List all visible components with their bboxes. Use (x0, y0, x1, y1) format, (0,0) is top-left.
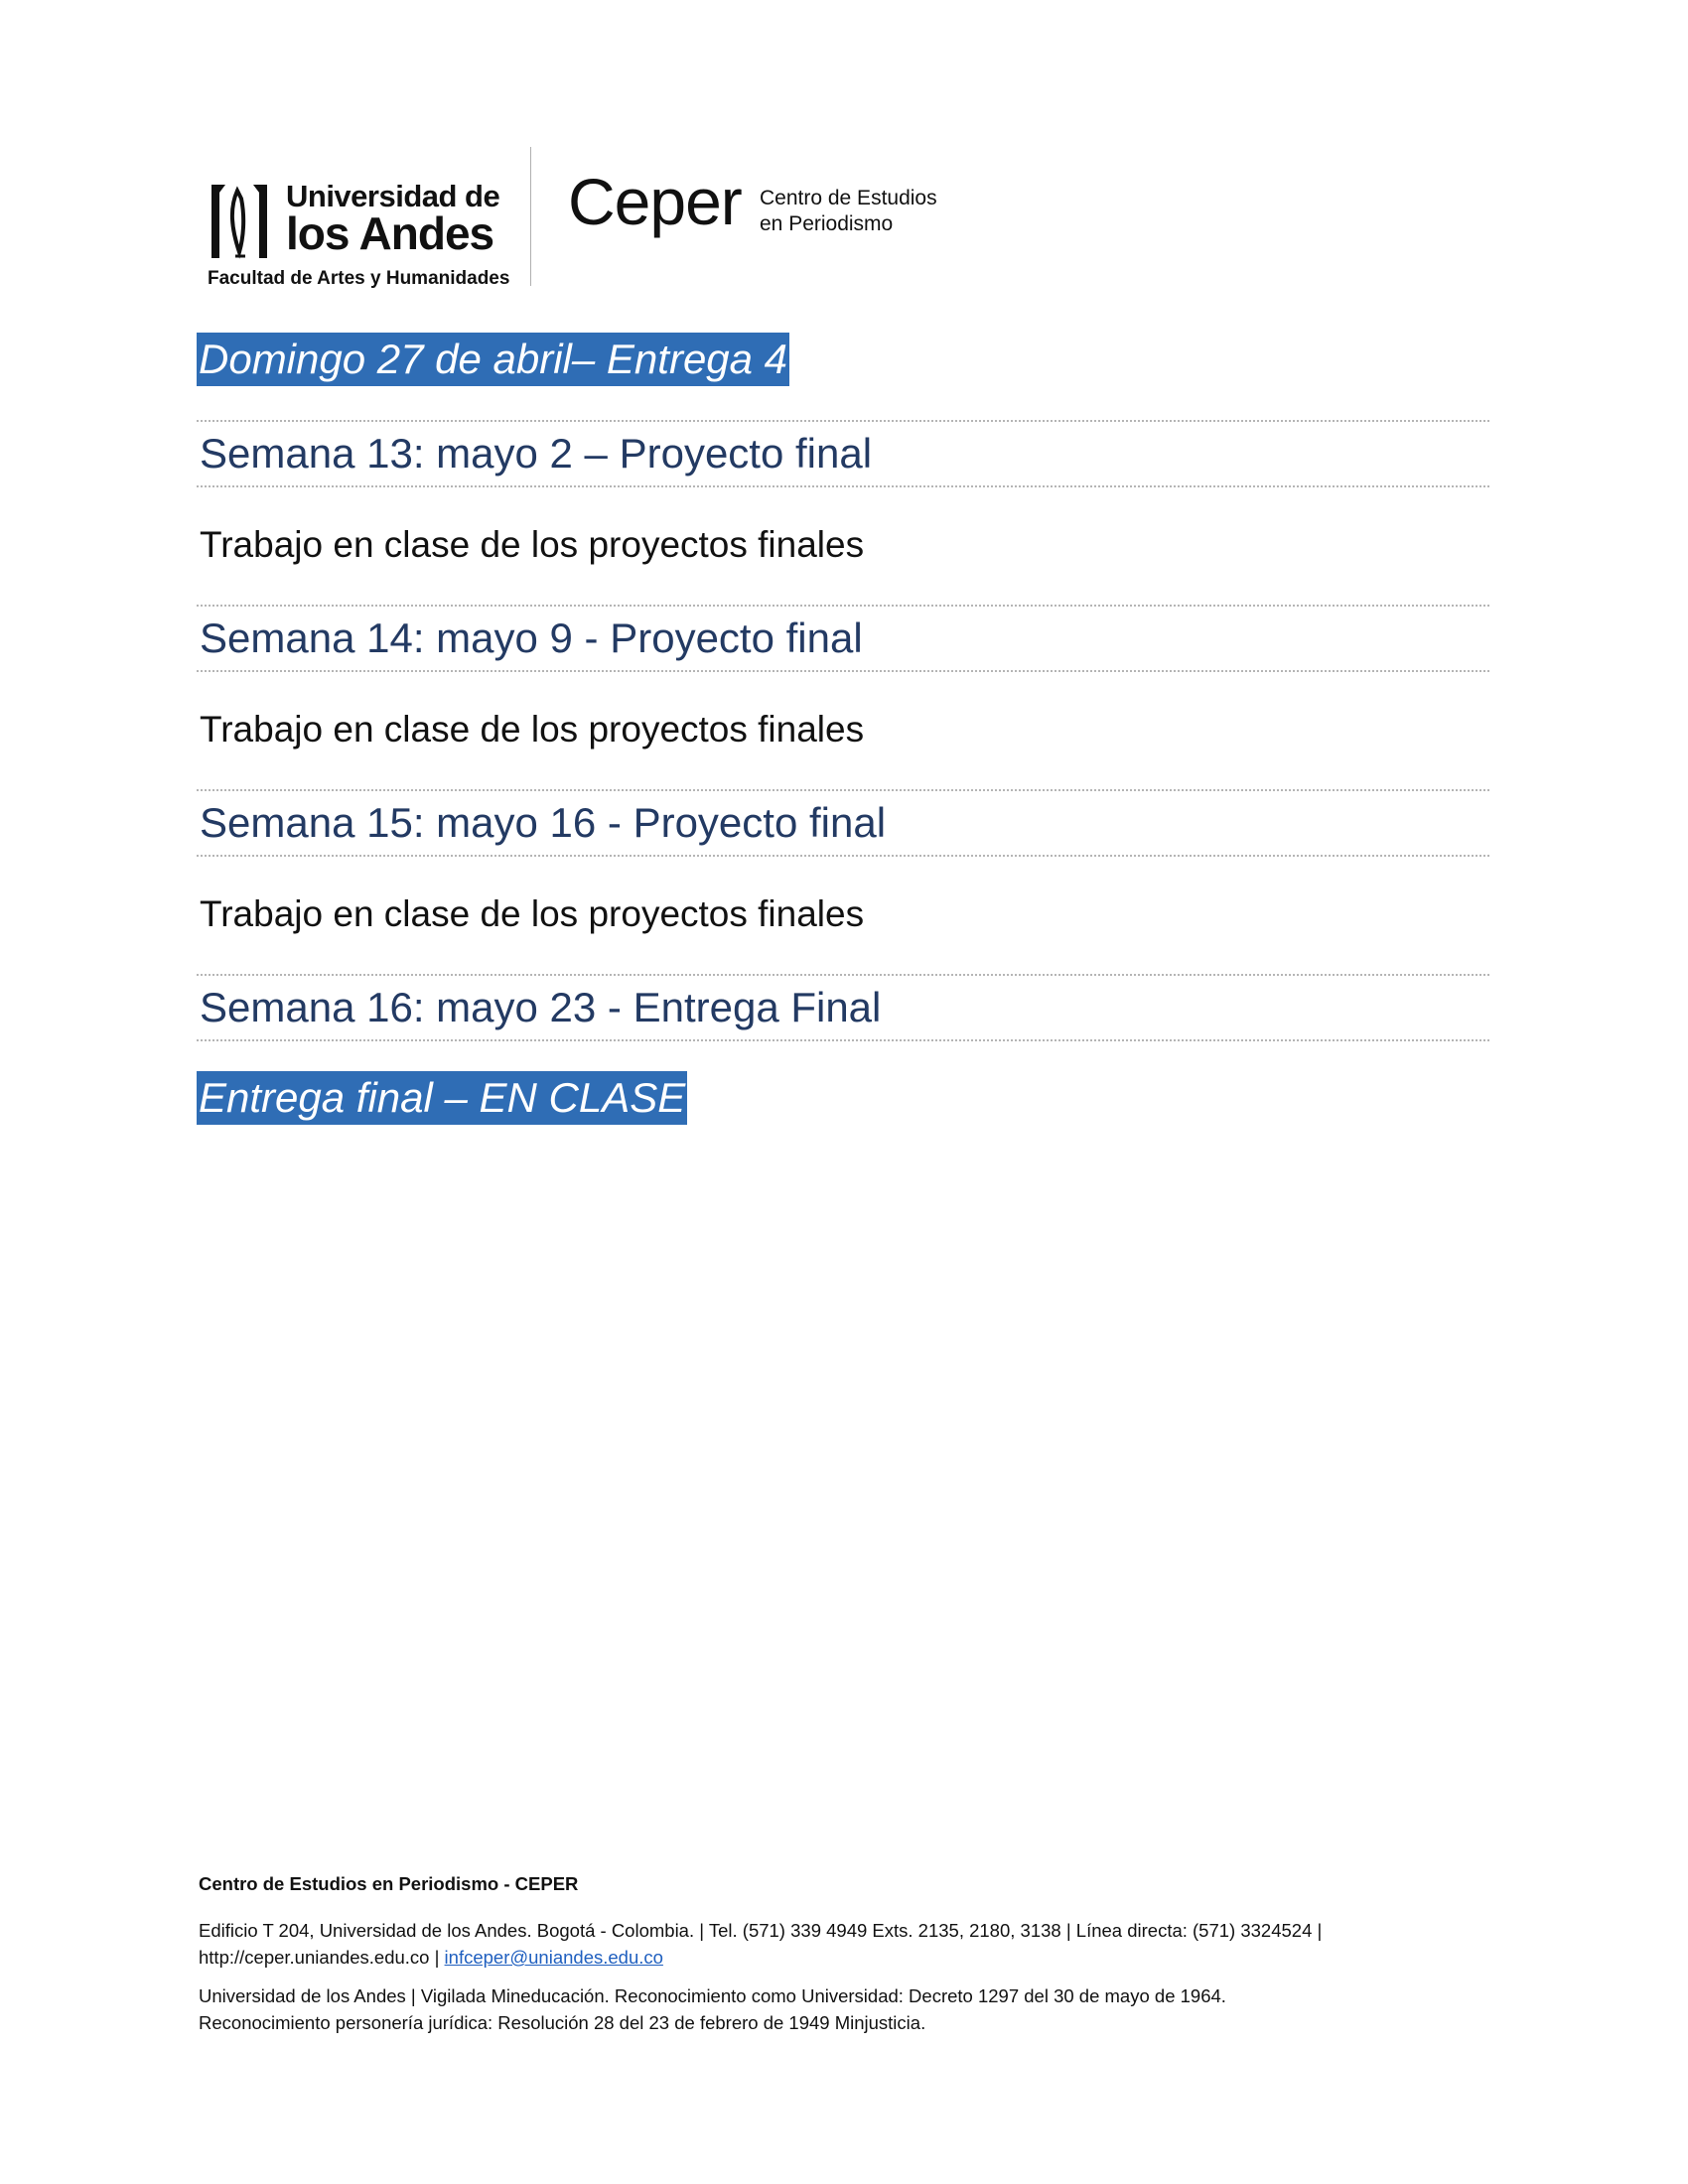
footer-legal-line2: Reconocimiento personería jurídica: Resolución 28 del 23 de febrero de 1949 Minjusticia. (199, 2012, 926, 2033)
header-divider (530, 147, 531, 286)
week-13-heading: Semana 13: mayo 2 – Proyecto final (197, 420, 1489, 487)
uniandes-logo (206, 159, 510, 289)
footer-contact (199, 1917, 1489, 1971)
ceper-subtitle-line1: Centro de Estudios (760, 187, 937, 209)
footer-legal-line1: Universidad de los Andes | Vigilada Mineducación. Reconocimiento como Universidad: Decreto 1297 del 30 de mayo de 1964. (199, 1985, 1226, 2006)
schedule-content (197, 333, 1489, 1125)
university-name-line1: Universidad de (286, 179, 500, 213)
week-15-body: Trabajo en clase de los proyectos finales (200, 893, 865, 934)
footer-website: http://ceper.uniandes.edu.co (199, 1947, 430, 1968)
highlight-entrega-final: Entrega final – EN CLASE (197, 1071, 687, 1125)
ceper-logo-wordmark: Ceper (568, 165, 742, 238)
document-header (206, 139, 1000, 288)
footer-email-link[interactable]: infceper@uniandes.edu.co (444, 1947, 663, 1968)
footer-legal (199, 1982, 1489, 2036)
document-footer (199, 1870, 1489, 2048)
uniandes-emblem-icon (206, 179, 273, 262)
footer-address: Edificio T 204, Universidad de los Andes. Bogotá - Colombia. | Tel. (571) 339 4949 Exts. 2135, 2180, 3138 | Línea directa: (571) 3324524 | (199, 1920, 1323, 1941)
footer-title: Centro de Estudios en Periodismo - CEPER (199, 1873, 579, 1894)
week-14-body: Trabajo en clase de los proyectos finales (200, 709, 865, 750)
week-15-heading: Semana 15: mayo 16 - Proyecto final (197, 789, 1489, 857)
week-14-heading: Semana 14: mayo 9 - Proyecto final (197, 605, 1489, 672)
ceper-subtitle-line2: en Periodismo (760, 212, 894, 235)
university-name-line2: los Andes (286, 207, 494, 259)
faculty-name: Facultad de Artes y Humanidades (208, 268, 510, 289)
week-13-body: Trabajo en clase de los proyectos finales (200, 524, 865, 565)
footer-separator: | (429, 1947, 445, 1968)
highlight-entrega-4: Domingo 27 de abril– Entrega 4 (197, 333, 789, 386)
week-16-heading: Semana 16: mayo 23 - Entrega Final (197, 974, 1489, 1041)
